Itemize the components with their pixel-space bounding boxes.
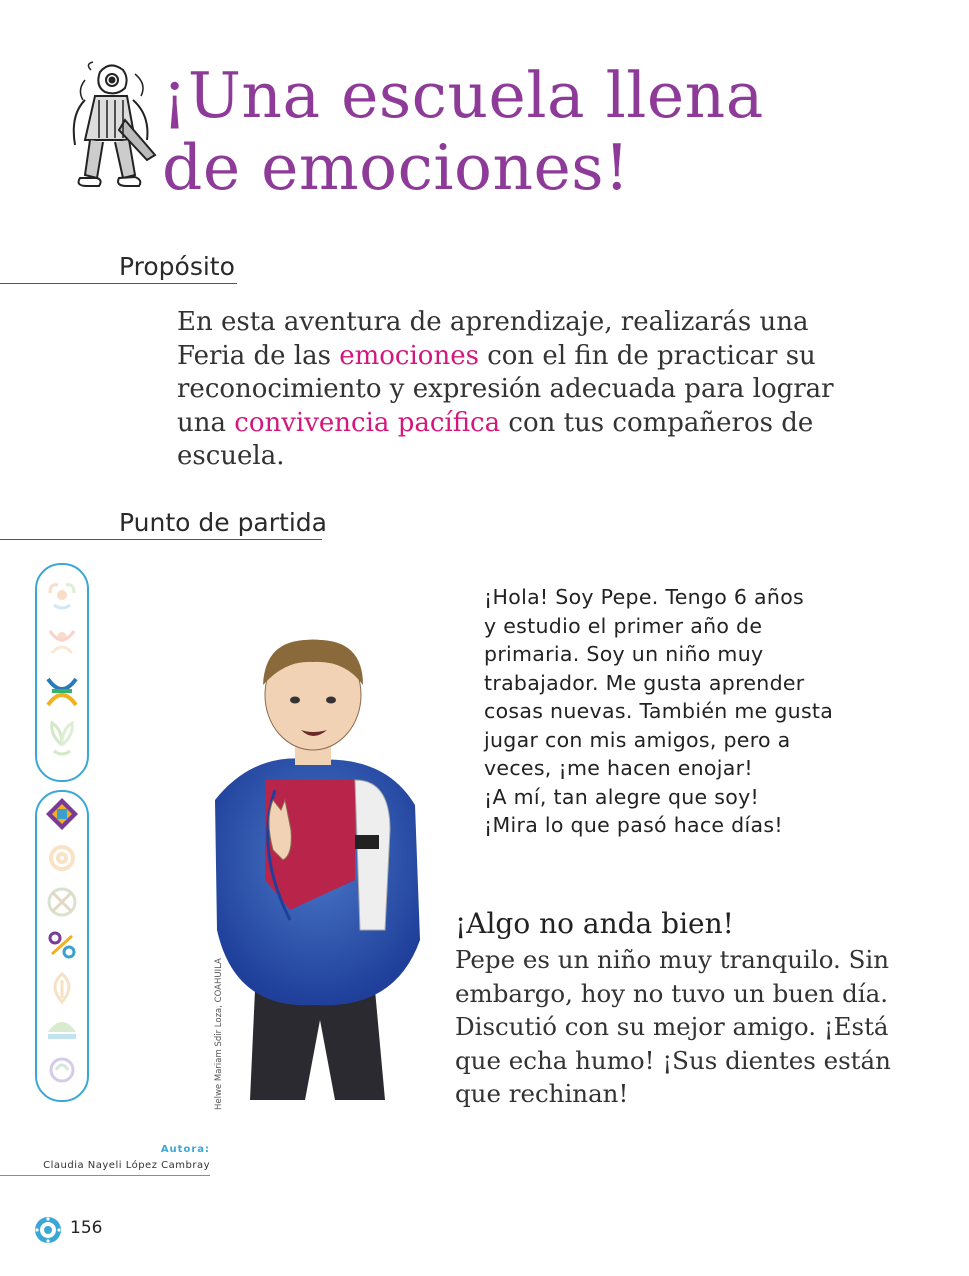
start-heading-rule [0, 539, 322, 540]
purpose-heading-rule [0, 283, 237, 284]
field-icon-5 [55, 974, 69, 1002]
story-line: Discutió con su mejor amigo. ¡Está [455, 1012, 889, 1041]
purpose-text-1: En esta aventura de aprendizaje, realizarás una Feria de las [177, 307, 809, 371]
story-line: que echa humo! ¡Sus dientes están [455, 1045, 891, 1075]
author-label: Autora: [160, 1144, 210, 1155]
speech-line: trabajador. Me gusta aprender [484, 670, 805, 695]
axis-icon-4 [52, 723, 73, 754]
author-rule [0, 1175, 210, 1176]
keyword-convivencia: convivencia pacífica [234, 407, 501, 438]
story-heading: ¡Algo no anda bien! [455, 907, 734, 940]
speech-line: ¡A mí, tan alegre que soy! [484, 784, 760, 809]
purpose-heading: Propósito [119, 252, 235, 281]
field-icon-2 [51, 847, 73, 869]
axis-icon-3 [48, 679, 76, 705]
field-icon-7 [51, 1059, 73, 1081]
author-name: Claudia Nayeli López Cambray [43, 1160, 210, 1171]
illustration-credit-text: Helwe Mariam Sdir Loza, COAHUILA [214, 958, 224, 1110]
axis-icon-1 [50, 585, 74, 608]
start-heading: Punto de partida [119, 508, 327, 537]
speech-line: ¡Hola! Soy Pepe. Tengo 6 años [484, 585, 805, 609]
axis-pill-bottom [35, 790, 89, 1102]
keyword-emociones: emociones [339, 340, 479, 371]
story-line: Pepe es un niño muy tranquilo. Sin [455, 945, 890, 974]
axis-pill-top [35, 563, 89, 782]
speech-line: y estudio el primer año de [484, 613, 763, 638]
page-ornament-icon [33, 1215, 63, 1245]
speech-line: cosas nuevas. También me gusta [484, 699, 834, 723]
illustration-credit [214, 960, 234, 1110]
axis-icon-2 [50, 631, 74, 653]
pepe-speech [484, 583, 864, 840]
speech-line: primaria. Soy un niño muy [484, 642, 764, 666]
title-line-2: de emociones! [162, 131, 630, 204]
field-icon-6 [48, 1022, 76, 1039]
speech-line: ¡Mira lo que pasó hace días! [484, 813, 783, 837]
purpose-text [177, 306, 857, 474]
field-icon-1 [46, 798, 78, 830]
purpose-text-2: con el fin de practicar su reconocimiento y expresión adecuada para lograr una [177, 340, 834, 438]
story-text [455, 943, 895, 1111]
field-icon-3 [49, 889, 75, 915]
purpose-text-3: con tus compañeros de escuela. [177, 407, 814, 471]
title-line-1: ¡Una escuela llena [162, 59, 764, 132]
field-icon-4 [50, 933, 74, 957]
story-line: que rechinan! [455, 1079, 629, 1108]
page-title [162, 60, 764, 204]
story-line: embargo, hoy no tuvo un buen día. [455, 978, 889, 1008]
speech-line: jugar con mis amigos, pero a [484, 727, 791, 752]
speech-line: veces, ¡me hacen enojar! [484, 756, 753, 780]
page-number: 156 [70, 1218, 103, 1238]
mascot-illustration [55, 60, 165, 195]
